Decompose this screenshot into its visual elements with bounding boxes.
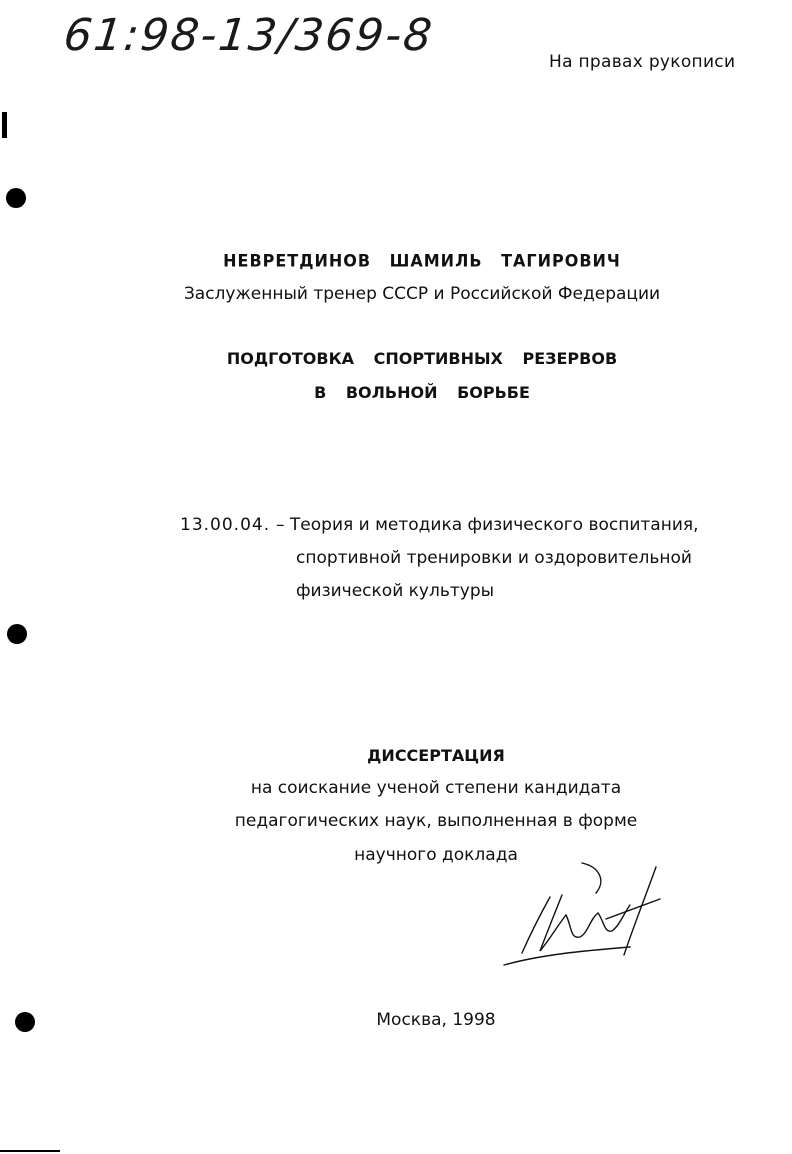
author-name: НЕВРЕТДИНОВ ШАМИЛЬ ТАГИРОВИЧ: [223, 250, 621, 271]
dissertation-line: на соискание ученой степени кандидата: [250, 778, 622, 798]
binder-hole-mark: [7, 624, 27, 644]
specialty-line: спортивной тренировки и оздоровительной: [296, 548, 692, 568]
specialty-code: 13.00.04.: [180, 515, 271, 535]
binder-hole-mark: [15, 1012, 35, 1032]
scan-bottom-line: [0, 1150, 60, 1152]
rights-notice: На правах рукописи: [549, 52, 736, 72]
dissertation-line: педагогических наук, выполненная в форме: [234, 811, 638, 831]
author-title: Заслуженный тренер СССР и Российской Федерации: [183, 284, 661, 304]
handwritten-archive-code: 61:98-13/369-8: [61, 10, 437, 61]
binder-hole-mark: [6, 188, 26, 208]
handwritten-signature-icon: [500, 855, 670, 975]
work-title-line-1: ПОДГОТОВКА СПОРТИВНЫХ РЕЗЕРВОВ: [226, 349, 618, 368]
dissertation-line: научного доклада: [354, 845, 518, 865]
specialty-line: физической культуры: [296, 581, 495, 601]
scan-edge-mark: [2, 112, 7, 138]
work-title-line-2: В ВОЛЬНОЙ БОРЬБЕ: [314, 383, 530, 402]
dissertation-heading: ДИССЕРТАЦИЯ: [367, 746, 505, 765]
specialty-line: – Теория и методика физического воспитания,: [276, 515, 699, 535]
city-year: Москва, 1998: [376, 1010, 496, 1030]
